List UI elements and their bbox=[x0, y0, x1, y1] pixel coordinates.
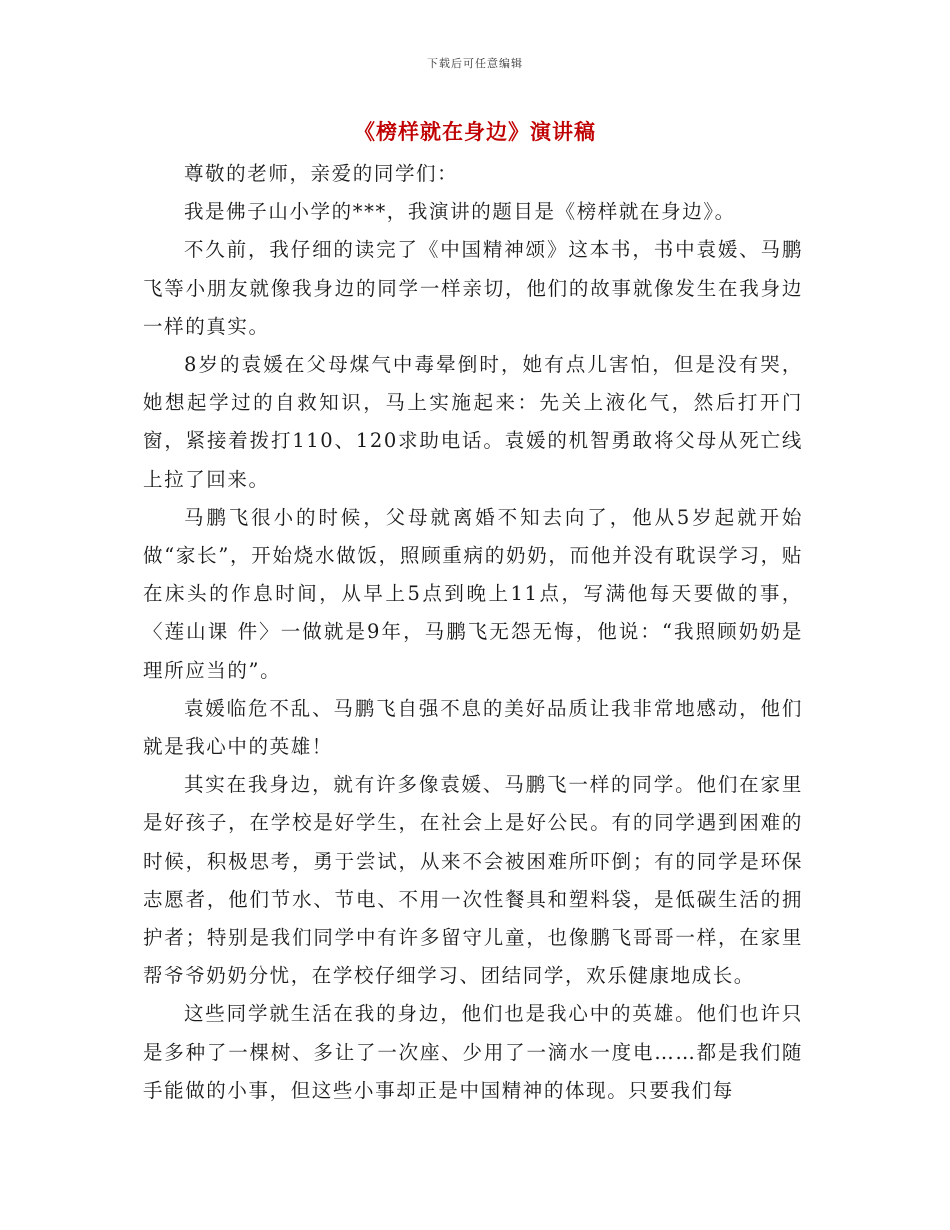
paragraph: 8岁的袁媛在父母煤气中毒晕倒时，她有点儿害怕，但是没有哭，她想起学过的自救知识，马上实施起来：先关上液化气，然后打开门窗，紧接着拨打110、120求助电话。袁媛的机智勇敢将父母从死亡线上拉了回来。 bbox=[143, 353, 803, 491]
document-title: 《榜样就在身边》演讲稿 bbox=[354, 119, 596, 144]
paragraph: 不久前，我仔细的读完了《中国精神颂》这本书，书中袁媛、马鹏飞等小朋友就像我身边的同学一样亲切，他们的故事就像发生在我身边一样的真实。 bbox=[143, 238, 803, 338]
paragraph: 其实在我身边，就有许多像袁媛、马鹏飞一样的同学。他们在家里是好孩子，在学校是好学生，在社会上是好公民。有的同学遇到困难的时候，积极思考，勇于尝试，从来不会被困难所吓倒；有的同学是环保志愿者，他们节水、节电、不用一次性餐具和塑料袋，是低碳生活的拥护者；特别是我们同学中有许多留守儿童，也像鹏飞哥哥一样，在家里帮爷爷奶奶分忧，在学校仔细学习、团结同学，欢乐健康地成长。 bbox=[143, 773, 803, 988]
paragraph: 袁媛临危不乱、马鹏飞自强不息的美好品质让我非常地感动，他们就是我心中的英雄！ bbox=[143, 696, 803, 759]
paragraph-introduction: 我是佛子山小学的***，我演讲的题目是《榜样就在身边》。 bbox=[183, 200, 736, 224]
paragraph: 这些同学就生活在我的身边，他们也是我心中的英雄。他们也许只是多种了一棵树、多让了一次座、少用了一滴水一度电……都是我们随手能做的小事，但这些小事却正是中国精神的体现。只要我们每 bbox=[143, 1002, 803, 1102]
page-header-note: 下载后可任意编辑 bbox=[427, 57, 523, 70]
paragraph-greeting: 尊敬的老师，亲爱的同学们： bbox=[183, 162, 459, 185]
paragraph: 马鹏飞很小的时候，父母就离婚不知去向了，他从5岁起就开始做“家长”，开始烧水做饭，照顾重病的奶奶，而他并没有耽误学习，贴在床头的作息时间，从早上5点到晚上11点，写满他每天要做的事，〈莲山课 件〉一做就是9年，马鹏飞无怨无悔，他说：“我照顾奶奶是理所应当的”。 bbox=[143, 505, 803, 682]
document-body bbox=[143, 155, 803, 1110]
